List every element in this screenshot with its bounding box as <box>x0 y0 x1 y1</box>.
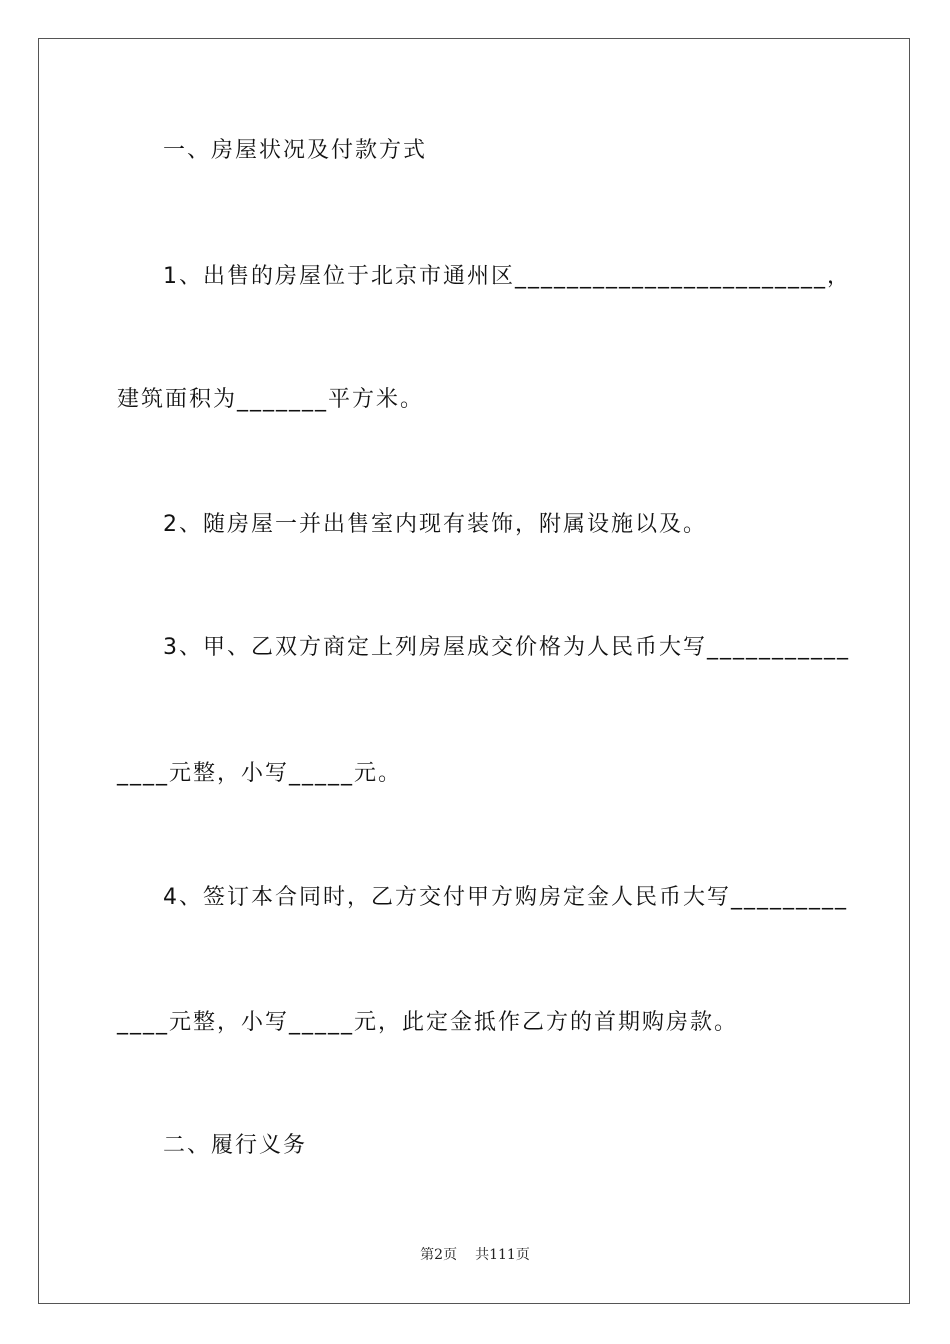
section-heading-1: 一、房屋状况及付款方式 <box>163 138 428 163</box>
page-total: 共111页 <box>475 1247 530 1263</box>
clause-1-line-1: 1、出售的房屋位于北京市通州区________________________， <box>163 264 851 289</box>
clause-4-line-1: 4、签订本合同时，乙方交付甲方购房定金人民币大写_________ <box>163 885 848 910</box>
clause-3-line-1: 3、甲、乙双方商定上列房屋成交价格为人民币大写___________ <box>163 635 850 660</box>
clause-4-line-2: ____元整，小写_____元，此定金抵作乙方的首期购房款。 <box>117 1010 739 1035</box>
page-frame <box>38 38 910 1304</box>
clause-1-line-2: 建筑面积为_______平方米。 <box>117 387 425 412</box>
section-heading-2: 二、履行义务 <box>163 1133 308 1158</box>
page-footer <box>0 1246 950 1264</box>
clause-2: 2、随房屋一并出售室内现有装饰，附属设施以及。 <box>163 512 707 537</box>
page-number: 第2页 <box>420 1247 458 1263</box>
clause-3-line-2: ____元整，小写_____元。 <box>117 761 403 786</box>
